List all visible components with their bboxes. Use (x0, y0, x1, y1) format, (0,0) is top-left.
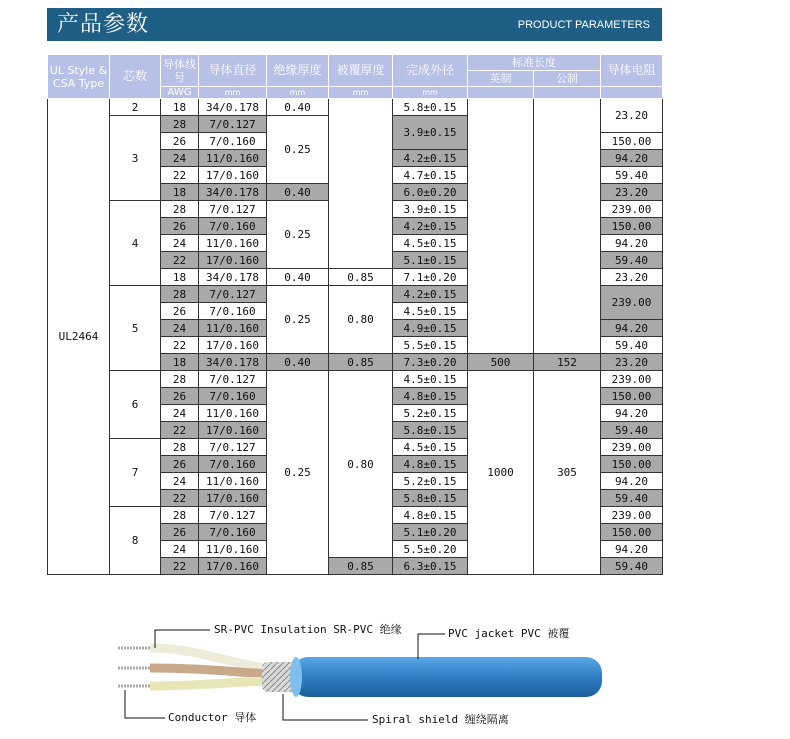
cell-res: 94.20 (601, 150, 663, 167)
cell-awg: 24 (161, 320, 199, 337)
cell-cond: 7/0.160 (199, 218, 267, 235)
cell-cond: 34/0.178 (199, 269, 267, 286)
cell-res: 59.40 (601, 167, 663, 184)
cell-awg: 22 (161, 337, 199, 354)
cell-res: 23.20 (601, 354, 663, 371)
table-row (48, 99, 663, 116)
cable-diagram (0, 610, 790, 739)
cell-imp: 500 (468, 354, 534, 371)
cell-res: 59.40 (601, 252, 663, 269)
label-insulation: SR-PVC Insulation SR-PVC 绝缘 (214, 623, 402, 636)
cell-ins: 0.40 (267, 354, 329, 371)
cell-ins: 0.40 (267, 269, 329, 286)
cell-awg: 24 (161, 235, 199, 252)
cell-awg: 24 (161, 541, 199, 558)
cell-od: 4.2±0.15 (393, 218, 468, 235)
cell-od: 5.5±0.15 (393, 337, 468, 354)
cell-ins: 0.25 (267, 201, 329, 269)
cell-awg: 26 (161, 456, 199, 473)
cell-awg: 22 (161, 558, 199, 575)
pvc-jacket (292, 657, 602, 697)
cell-cond: 7/0.160 (199, 133, 267, 150)
cell-res: 150.00 (601, 524, 663, 541)
cell-od: 4.9±0.15 (393, 320, 468, 337)
cell-cond: 7/0.160 (199, 388, 267, 405)
cell-cores: 6 (110, 371, 161, 439)
cell-res: 23.20 (601, 99, 663, 133)
cell-od: 5.1±0.20 (393, 524, 468, 541)
cell-awg: 26 (161, 133, 199, 150)
cell-cond: 34/0.178 (199, 184, 267, 201)
cell-ins: 0.25 (267, 286, 329, 354)
cell-awg: 22 (161, 422, 199, 439)
label-jacket: PVC jacket PVC 被覆 (448, 627, 570, 640)
cell-od: 4.5±0.15 (393, 303, 468, 320)
cell-od: 7.1±0.20 (393, 269, 468, 286)
cell-jacket: 0.80 (329, 286, 393, 354)
cell-od: 4.7±0.15 (393, 167, 468, 184)
cell-od: 5.5±0.20 (393, 541, 468, 558)
cell-met (534, 99, 601, 354)
cell-res: 239.00 (601, 286, 663, 320)
unit-mm: mm (393, 87, 468, 99)
cell-res: 150.00 (601, 456, 663, 473)
cell-res: 59.40 (601, 422, 663, 439)
cell-jacket: 0.85 (329, 558, 393, 575)
cell-od: 5.1±0.15 (393, 252, 468, 269)
cell-cores: 8 (110, 507, 161, 575)
cell-res: 150.00 (601, 218, 663, 235)
cell-awg: 28 (161, 116, 199, 133)
cell-res: 150.00 (601, 388, 663, 405)
cell-cond: 7/0.127 (199, 371, 267, 388)
cell-cores: 7 (110, 439, 161, 507)
cell-cond: 7/0.160 (199, 303, 267, 320)
cell-res: 239.00 (601, 201, 663, 218)
cell-awg: 26 (161, 524, 199, 541)
cell-cond: 7/0.127 (199, 201, 267, 218)
cell-res: 23.20 (601, 269, 663, 286)
cell-cond: 11/0.160 (199, 235, 267, 252)
cell-met: 305 (534, 371, 601, 575)
cell-awg: 26 (161, 388, 199, 405)
cell-jacket: 0.85 (329, 269, 393, 286)
cell-od: 4.5±0.15 (393, 235, 468, 252)
cell-res: 94.20 (601, 473, 663, 490)
header-bar (47, 8, 662, 41)
cell-awg: 24 (161, 405, 199, 422)
cell-cores: 5 (110, 286, 161, 371)
cell-od: 5.8±0.15 (393, 490, 468, 507)
cell-od: 6.3±0.15 (393, 558, 468, 575)
cell-od: 5.2±0.15 (393, 473, 468, 490)
cell-cond: 17/0.160 (199, 490, 267, 507)
cell-od: 6.0±0.20 (393, 184, 468, 201)
cell-awg: 22 (161, 252, 199, 269)
header-jacket: 被覆厚度 (329, 55, 393, 87)
cell-awg: 28 (161, 439, 199, 456)
cell-cond: 11/0.160 (199, 405, 267, 422)
cell-awg: 26 (161, 218, 199, 235)
table-row (48, 371, 663, 388)
cell-cond: 17/0.160 (199, 167, 267, 184)
cell-res: 59.40 (601, 490, 663, 507)
cell-awg: 18 (161, 184, 199, 201)
cell-od: 3.9±0.15 (393, 116, 468, 150)
header-awg-unit: AWG (161, 87, 199, 99)
cell-res: 23.20 (601, 184, 663, 201)
cell-cond: 7/0.127 (199, 116, 267, 133)
header-metric: 公制 (534, 71, 601, 87)
cell-cores: 2 (110, 99, 161, 116)
cell-awg: 18 (161, 269, 199, 286)
cell-cond: 11/0.160 (199, 473, 267, 490)
cell-res: 239.00 (601, 439, 663, 456)
cell-awg: 18 (161, 354, 199, 371)
cell-cores: 3 (110, 116, 161, 201)
cell-cond: 7/0.127 (199, 507, 267, 524)
header-cores: 芯数 (110, 55, 161, 99)
cell-res: 59.40 (601, 337, 663, 354)
cell-od: 3.9±0.15 (393, 201, 468, 218)
cell-od: 7.3±0.20 (393, 354, 468, 371)
cell-ins: 0.40 (267, 99, 329, 116)
cell-awg: 28 (161, 507, 199, 524)
cell-awg: 24 (161, 473, 199, 490)
header-conductor-dia: 导体直径 (199, 55, 267, 87)
cell-res: 59.40 (601, 558, 663, 575)
cell-res: 150.00 (601, 133, 663, 150)
cell-ins: 0.40 (267, 184, 329, 201)
cell-od: 5.8±0.15 (393, 99, 468, 116)
cell-cond: 17/0.160 (199, 252, 267, 269)
cell-res: 239.00 (601, 371, 663, 388)
page-subtitle: PRODUCT PARAMETERS (517, 19, 650, 31)
header-std-length: 标准长度 (468, 55, 601, 71)
cell-awg: 26 (161, 303, 199, 320)
cell-cond: 11/0.160 (199, 150, 267, 167)
cell-cond: 11/0.160 (199, 320, 267, 337)
cell-cond: 17/0.160 (199, 337, 267, 354)
cell-od: 4.5±0.15 (393, 371, 468, 388)
cell-awg: 28 (161, 286, 199, 303)
cell-od: 5.2±0.15 (393, 405, 468, 422)
spec-table (47, 54, 663, 575)
cell-cond: 7/0.127 (199, 439, 267, 456)
cell-jacket: 0.85 (329, 354, 393, 371)
cell-jacket: 0.80 (329, 371, 393, 558)
cell-style: UL2464 (48, 99, 110, 575)
label-conductor: Conductor 导体 (168, 711, 257, 724)
header-insulation: 绝缘厚度 (267, 55, 329, 87)
header-resistance: 导体电阻 (601, 55, 663, 87)
header-style: UL Style & CSA Type (48, 55, 110, 99)
cell-od: 4.5±0.15 (393, 439, 468, 456)
cell-res: 239.00 (601, 507, 663, 524)
cell-awg: 24 (161, 150, 199, 167)
cell-od: 4.8±0.15 (393, 456, 468, 473)
cell-cond: 11/0.160 (199, 541, 267, 558)
cell-res: 94.20 (601, 541, 663, 558)
cell-cond: 34/0.178 (199, 99, 267, 116)
header-awg: 导体线号 (161, 55, 199, 87)
cell-res: 94.20 (601, 235, 663, 252)
cell-awg: 22 (161, 167, 199, 184)
unit-mm: mm (267, 87, 329, 99)
cell-od: 5.8±0.15 (393, 422, 468, 439)
label-shield: Spiral shield 缠绕隔离 (372, 713, 509, 726)
cell-awg: 18 (161, 99, 199, 116)
cell-res: 94.20 (601, 320, 663, 337)
page-title: 产品参数 (57, 12, 150, 37)
cell-cond: 7/0.127 (199, 286, 267, 303)
cell-awg: 28 (161, 201, 199, 218)
cell-od: 4.8±0.15 (393, 507, 468, 524)
cell-awg: 28 (161, 371, 199, 388)
cell-awg: 22 (161, 490, 199, 507)
cell-od: 4.2±0.15 (393, 286, 468, 303)
unit-mm: mm (199, 87, 267, 99)
cell-cores: 4 (110, 201, 161, 286)
cell-res: 94.20 (601, 405, 663, 422)
cell-cond: 34/0.178 (199, 354, 267, 371)
cell-imp (468, 99, 534, 354)
cell-ins: 0.25 (267, 116, 329, 184)
unit-mm: mm (329, 87, 393, 99)
header-od: 完成外径 (393, 55, 468, 87)
cell-cond: 7/0.160 (199, 456, 267, 473)
cell-imp: 1000 (468, 371, 534, 575)
cell-jacket (329, 99, 393, 269)
cell-met: 152 (534, 354, 601, 371)
cell-cond: 17/0.160 (199, 558, 267, 575)
cell-cond: 17/0.160 (199, 422, 267, 439)
cell-od: 4.8±0.15 (393, 388, 468, 405)
cell-od: 4.2±0.15 (393, 150, 468, 167)
cell-cond: 7/0.160 (199, 524, 267, 541)
header-imperial: 英制 (468, 71, 534, 87)
cell-ins: 0.25 (267, 371, 329, 575)
